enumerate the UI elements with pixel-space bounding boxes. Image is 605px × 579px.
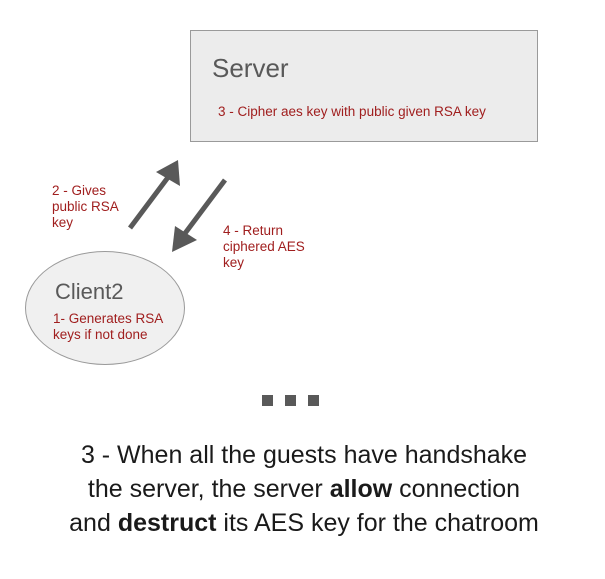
- client-node-title: Client2: [55, 279, 124, 304]
- caption-line3-part2: its AES key for the chatroom: [216, 509, 539, 537]
- caption-line1: 3 - When all the guests have handshake: [80, 441, 528, 469]
- caption-emphasis-destruct: destruct: [117, 509, 217, 537]
- caption-line2-part2: connection: [392, 475, 521, 503]
- arrow-client-to-server-head: [156, 160, 180, 186]
- ellipsis-dots: [262, 395, 319, 406]
- client-node-note: 1- Generates RSA keys if not done: [53, 311, 163, 342]
- dot-icon: [285, 395, 296, 406]
- arrow-server-to-client-shaft: [180, 180, 225, 240]
- arrow-client-to-server-shaft: [130, 172, 172, 228]
- server-node-note: 3 - Cipher aes key with public given RSA key: [218, 104, 486, 119]
- dot-icon: [262, 395, 273, 406]
- arrow-label-give-public-rsa: 2 - Gives public RSA key: [52, 183, 119, 230]
- arrow-label-return-ciphered-aes: 4 - Return ciphered AES key: [223, 223, 305, 270]
- client-node[interactable]: [25, 251, 185, 365]
- server-node-title: Server: [212, 53, 289, 83]
- dot-icon: [308, 395, 319, 406]
- server-node[interactable]: [190, 30, 538, 142]
- caption-line3-part1: and: [69, 509, 118, 537]
- caption-emphasis-allow: allow: [329, 475, 393, 503]
- arrow-server-to-client-head: [172, 226, 197, 252]
- caption-line2-part1: the server, the server: [87, 475, 330, 503]
- diagram-caption: [24, 438, 584, 540]
